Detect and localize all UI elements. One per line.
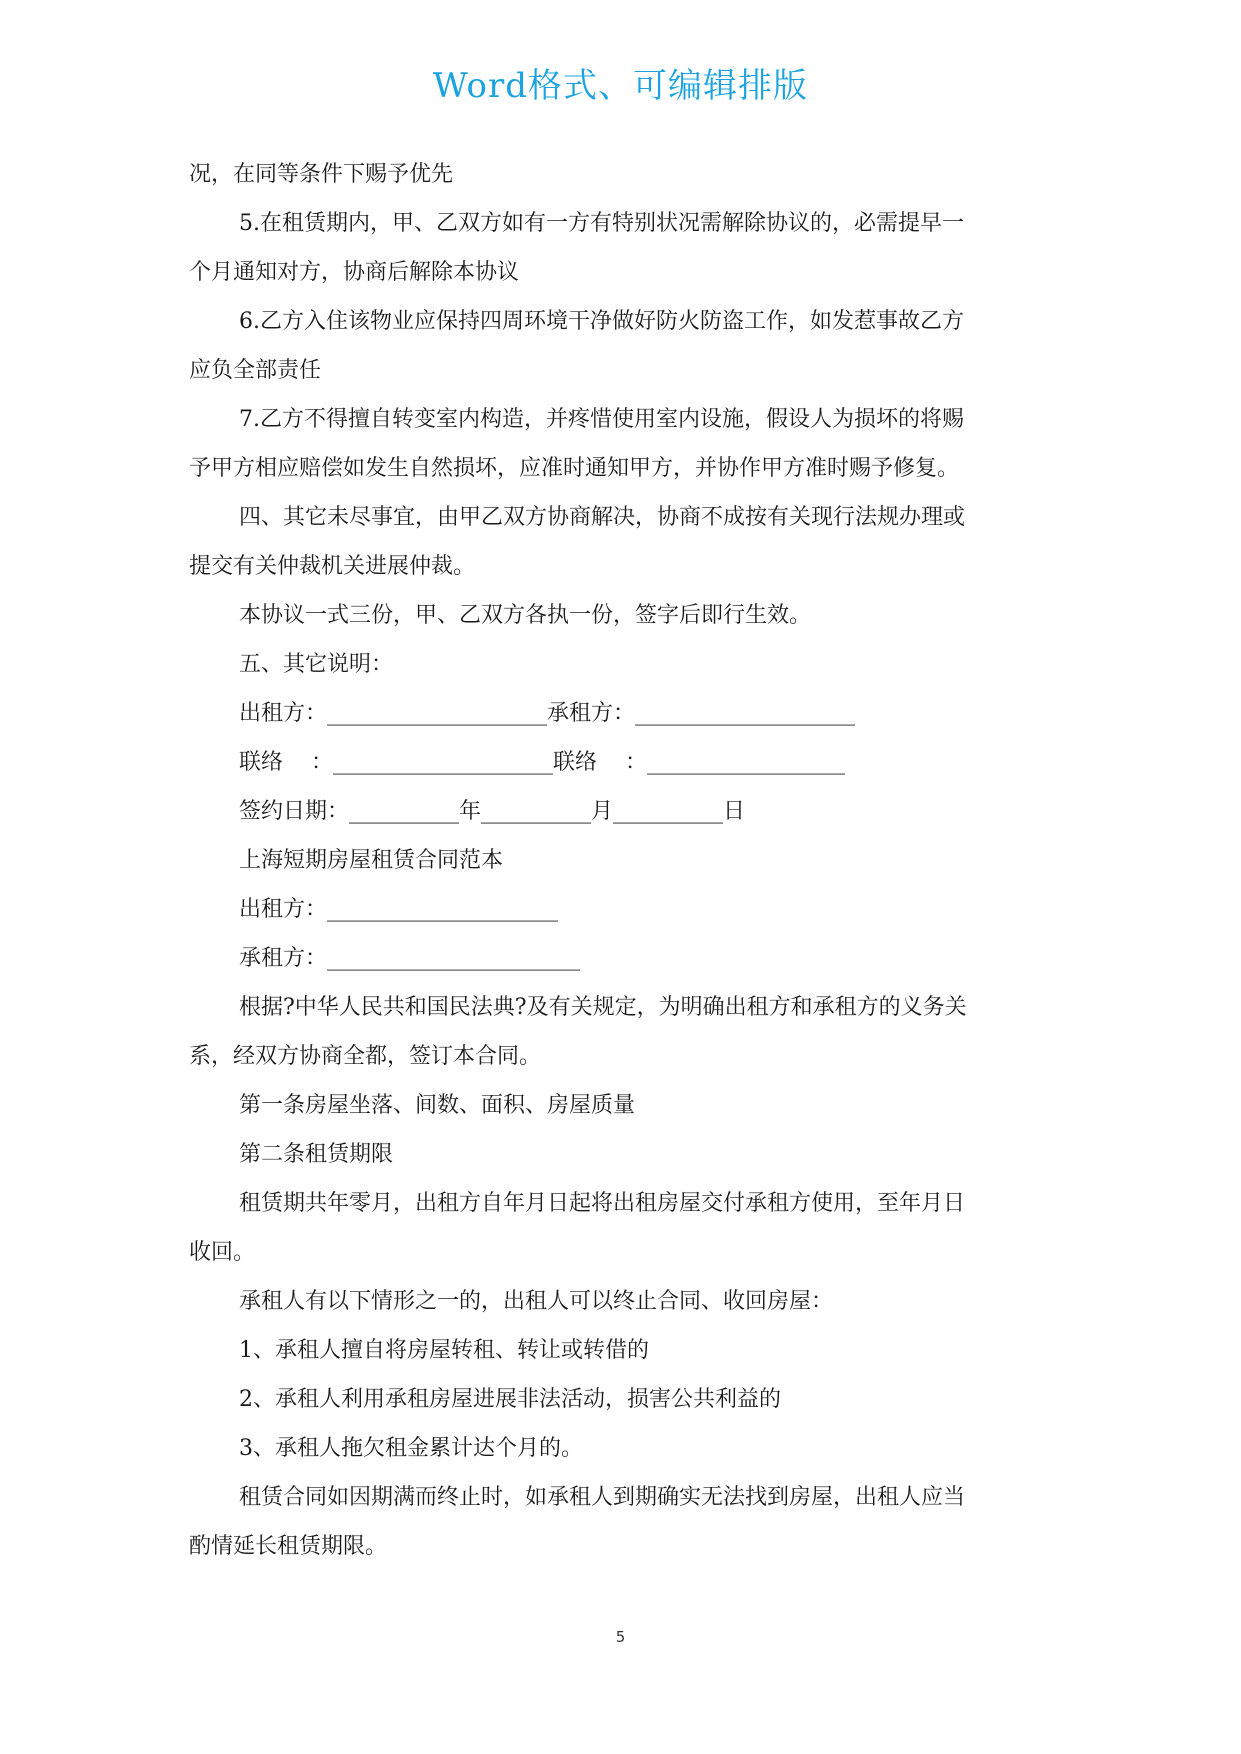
paragraph-line: 5.在租赁期内，甲、乙双方如有一方有特别状况需解除协议的，必需提早一 <box>239 211 964 236</box>
document-body <box>189 150 1069 1571</box>
signature-line-lessor-lessee: 出租方：____________________承租方：____________________ <box>239 701 856 726</box>
lessor-line: 出租方：_____________________ <box>239 897 559 922</box>
paragraph-line: 6.乙方入住该物业应保持四周环境干净做好防火防盗工作，如发惹事故乙方 <box>239 309 964 334</box>
paragraph-line: 五、其它说明： <box>239 652 394 677</box>
paragraph-line: 个月通知对方，协商后解除本协议 <box>189 260 520 285</box>
paragraph-line: 根据?中华人民共和国民法典?及有关规定，为明确出租方和承租方的义务关 <box>239 995 967 1020</box>
page-number: 5 <box>615 1628 626 1646</box>
signature-line-date: 签约日期：__________年__________月__________日 <box>239 799 746 824</box>
paragraph-line: 四、其它未尽事宜，由甲乙双方协商解决，协商不成按有关现行法规办理或 <box>239 505 966 530</box>
paragraph-line: 租赁合同如因期满而终止时，如承租人到期确实无法找到房屋，出租人应当 <box>239 1485 966 1510</box>
signature-line-contact: 联络 ：____________________联络 ：__________________ <box>239 750 845 775</box>
paragraph-line: 系，经双方协商全都，签订本合同。 <box>189 1044 542 1069</box>
paragraph-line: 7.乙方不得擅自转变室内构造，并疼惜使用室内设施，假设人为损坏的将赐 <box>239 407 964 432</box>
article-heading: 第一条房屋坐落、间数、面积、房屋质量 <box>239 1093 636 1118</box>
document-header-title: Word格式、可编辑排版 <box>432 66 809 106</box>
paragraph-line: 承租人有以下情形之一的，出租人可以终止合同、收回房屋： <box>239 1289 834 1314</box>
paragraph-line: 予甲方相应赔偿如发生自然损坏，应准时通知甲方，并协作甲方准时赐予修复。 <box>189 456 960 481</box>
paragraph-line: 应负全部责任 <box>189 358 322 383</box>
paragraph-line: 酌情延长租赁期限。 <box>189 1534 388 1559</box>
list-item: 2、承租人利用承租房屋进展非法活动，损害公共利益的 <box>239 1387 781 1412</box>
paragraph-line: 况，在同等条件下赐予优先 <box>189 162 454 187</box>
list-item: 1、承租人擅自将房屋转租、转让或转借的 <box>239 1338 649 1363</box>
lessee-line: 承租方：_______________________ <box>239 946 581 971</box>
article-heading: 第二条租赁期限 <box>239 1142 394 1167</box>
paragraph-line: 本协议一式三份，甲、乙双方各执一份，签字后即行生效。 <box>239 603 812 628</box>
list-item: 3、承租人拖欠租金累计达个月的。 <box>239 1436 583 1461</box>
paragraph-line: 提交有关仲裁机关进展仲裁。 <box>189 554 476 579</box>
paragraph-line: 租赁期共年零月，出租方自年月日起将出租房屋交付承租方使用，至年月日 <box>239 1191 966 1216</box>
section-title: 上海短期房屋租赁合同范本 <box>239 848 504 873</box>
paragraph-line: 收回。 <box>189 1240 256 1265</box>
